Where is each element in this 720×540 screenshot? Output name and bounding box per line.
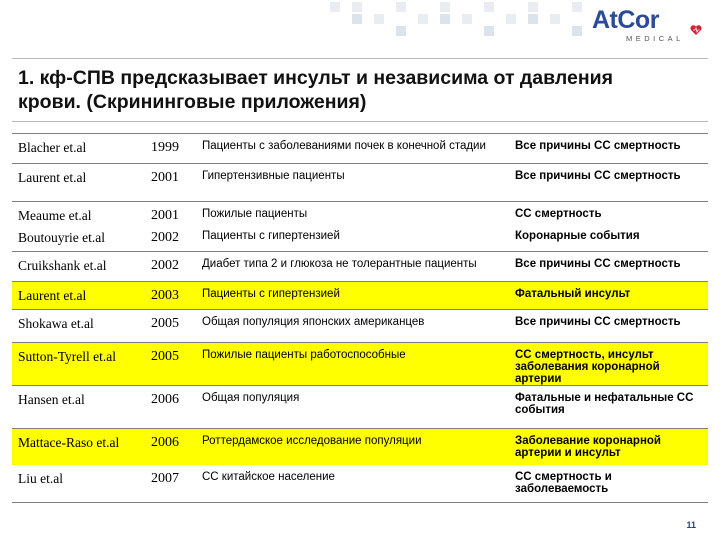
atcor-medical-logo bbox=[592, 6, 704, 46]
page-number: 11 bbox=[686, 520, 696, 530]
author-cell: Liu et.al bbox=[12, 465, 147, 503]
year-cell: 2002 bbox=[147, 252, 198, 282]
outcome-cell: Коронарные события bbox=[515, 229, 640, 242]
logo-wordmark: AtCor bbox=[592, 6, 659, 34]
outcome-cell: СС смертность, инсульт заболевания коронарной артерии bbox=[510, 343, 708, 386]
population-cell: Пациенты с заболеваниями почек в конечной стадии bbox=[198, 134, 510, 164]
population-cell: Гипертензивные пациенты bbox=[198, 164, 510, 202]
outcome-cell: Все причины СС смертность bbox=[510, 134, 708, 164]
year-cell: 2001 bbox=[147, 202, 198, 224]
outcome-cell: СС смертность и заболеваемость bbox=[510, 465, 708, 503]
table-row bbox=[12, 310, 708, 343]
title-top-rule bbox=[12, 58, 708, 59]
year-cell: 2002 bbox=[151, 229, 179, 245]
outcome-cell: Все причины СС смертность bbox=[510, 252, 708, 282]
year-cell: 1999 bbox=[147, 134, 198, 164]
population-cell: Общая популяция японских американцев bbox=[198, 310, 510, 343]
table-row bbox=[12, 224, 708, 252]
title-bottom-rule bbox=[12, 121, 708, 122]
population-cell: СС китайское население bbox=[198, 465, 510, 503]
logo-subtitle: MEDICAL bbox=[626, 34, 684, 43]
author-cell: Shokawa et.al bbox=[12, 310, 147, 343]
year-cell: 2001 bbox=[147, 164, 198, 202]
population-cell: Пожилые пациенты bbox=[198, 202, 510, 224]
table-row bbox=[12, 282, 708, 310]
year-cell: 2007 bbox=[147, 465, 198, 503]
table-row bbox=[12, 343, 708, 386]
year-cell: 2003 bbox=[147, 282, 198, 310]
author-cell: Sutton-Tyrell et.al bbox=[12, 343, 147, 386]
table-row bbox=[12, 202, 708, 224]
table-row bbox=[12, 164, 708, 202]
population-cell: Пациенты с гипертензией bbox=[198, 282, 510, 310]
year-cell: 2005 bbox=[147, 343, 198, 386]
studies-table bbox=[12, 133, 708, 503]
table-row bbox=[12, 252, 708, 282]
outcome-cell: СС смертность bbox=[510, 202, 708, 224]
author-cell: Laurent et.al bbox=[12, 164, 147, 202]
table-row bbox=[12, 429, 708, 465]
author-cell: Meaume et.al bbox=[12, 202, 147, 224]
population-cell: Роттердамское исследование популяции bbox=[198, 429, 510, 465]
outcome-cell: Все причины СС смертность bbox=[510, 310, 708, 343]
author-cell: Cruikshank et.al bbox=[12, 252, 147, 282]
year-cell: 2006 bbox=[147, 429, 198, 465]
author-cell: Laurent et.al bbox=[12, 282, 147, 310]
table-row bbox=[12, 465, 708, 503]
author-cell: Blacher et.al bbox=[12, 134, 147, 164]
heart-icon bbox=[690, 24, 702, 36]
outcome-cell: Фатальный инсульт bbox=[510, 282, 708, 310]
page-title: 1. кф-СПВ предсказывает инсульт и независима от давления крови. (Скрининговые приложения) bbox=[18, 67, 613, 113]
year-cell: 2006 bbox=[147, 386, 198, 429]
population-cell: Диабет типа 2 и глюкоза не толерантные пациенты bbox=[198, 252, 510, 282]
population-cell: Пациенты с гипертензией bbox=[202, 229, 340, 242]
outcome-cell: Заболевание коронарной артерии и инсульт bbox=[510, 429, 708, 465]
outcome-cell: Фатальные и нефатальные СС события bbox=[510, 386, 708, 429]
author-cell: Boutouyrie et.al bbox=[18, 229, 105, 245]
author-cell: Hansen et.al bbox=[12, 386, 147, 429]
year-cell: 2005 bbox=[147, 310, 198, 343]
outcome-cell: Все причины СС смертность bbox=[510, 164, 708, 202]
population-cell: Общая популяция bbox=[198, 386, 510, 429]
author-cell: Mattace-Raso et.al bbox=[12, 429, 147, 465]
population-cell: Пожилые пациенты работоспособные bbox=[198, 343, 510, 386]
table-row bbox=[12, 386, 708, 429]
table-row bbox=[12, 134, 708, 164]
